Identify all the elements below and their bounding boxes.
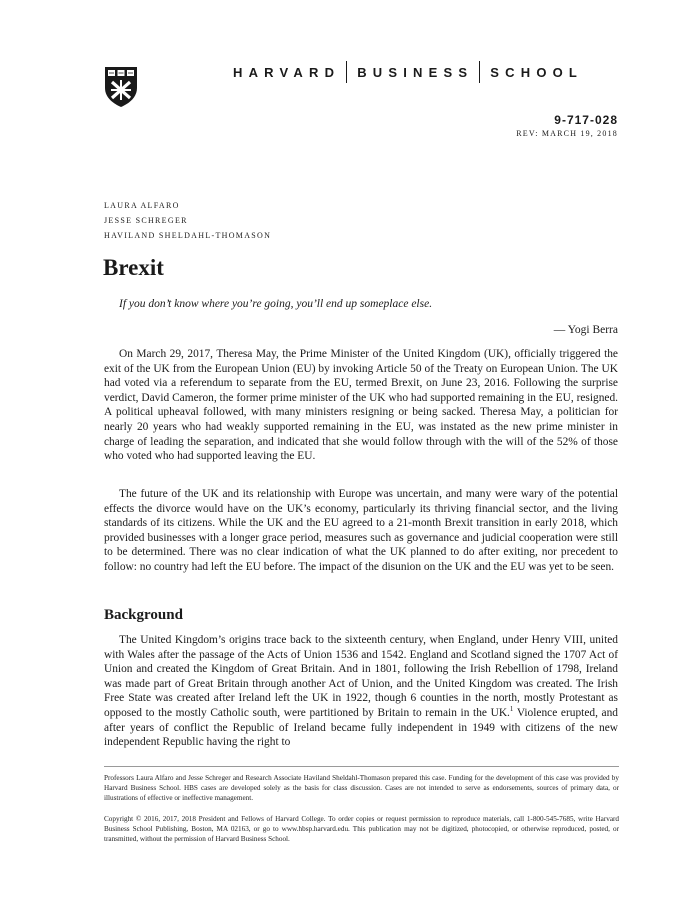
paragraph-text: Violence erupted, and after years of conflict the Republic of Ireland became fully independent in 1949 with citizens of the new independent Republic having the right to [104, 706, 618, 749]
author-name: JESSE SCHREGER [104, 216, 188, 225]
footnote-divider [104, 766, 619, 767]
revision-date: REV: MARCH 19, 2018 [516, 129, 618, 138]
harvard-shield-icon [104, 66, 138, 108]
body-paragraph: The future of the UK and its relationship with Europe was uncertain, and many were wary of the potential effects the divorce would have on the UK’s economy, particularly its thriving financial sector, and the living standards of its citizens. While the UK and the EU agreed to a 21-month Brexit transition in early 2018, which provided businesses with a longer grace period, measures such as governance and judicial cooperation were still to be determined. There was no clear indication of what the UK planned to do after exiting, nor precedent to follow: no country had left the EU before. The impact of the disunion on the UK and the EU was yet to be seen. [104, 488, 618, 573]
harvard-business-school-wordmark [233, 62, 618, 82]
author-name: LAURA ALFARO [104, 201, 180, 210]
footnote-marker[interactable]: 1 [509, 705, 514, 714]
author-list [104, 198, 271, 243]
author-name: HAVILAND SHELDAHL-THOMASON [104, 231, 272, 240]
case-number: 9-717-028 [554, 113, 618, 127]
epigraph-quote: If you don’t know where you’re going, you’ll end up someplace else. [119, 298, 433, 310]
copyright-notice: Copyright © 2016, 2017, 2018 President and Fellows of Harvard College. To order copies or request permission to reproduce materials, call 1-800-545-7685, write Harvard Business School Publishing, Boston, MA 02163, or go to www.hbsp.harvard.edu. This publication may not be digitized, photocopied, or otherwise reproduced, posted, or transmitted, without the permission of Harvard Business School. [104, 815, 619, 844]
wordmark-business: BUSINESS [357, 64, 474, 80]
document-title: Brexit [103, 255, 164, 280]
paragraph-text: The United Kingdom’s origins trace back to the sixteenth century, when England, under Henry VIII, united with Wales after the passage of the Acts of Union 1536 and 1542. England and Scotland signed the 1707 Act of Union and created the Kingdom of Great Britain. And in 1801, following the Irish Rebellion of 1798, Ireland was made part of Great Britain through another Act of Union, and the United Kingdom was created. The Irish Free State was created after Ireland left the UK in 1922, though 6 counties in the north, mostly Protestant as opposed to the mostly Catholic south, were partitioned by Britain to remain in the UK. [104, 634, 618, 719]
body-paragraph [104, 633, 618, 750]
wordmark-divider [346, 61, 347, 83]
epigraph-attribution: — Yogi Berra [553, 324, 618, 336]
body-paragraph: On March 29, 2017, Theresa May, the Prime Minister of the United Kingdom (UK), officially triggered the exit of the UK from the European Union (EU) by invoking Article 50 of the Treaty on European Union. The UK had voted via a referendum to separate from the EU, termed Brexit, on June 23, 2016. Following the surprise verdict, David Cameron, the former prime minister of the UK who had supported remaining in the EU, resigned. A political upheaval followed, with many ministers resigning or being sacked. Theresa May, a politician for nearly 20 years who had weakly supported remaining in the EU, was instated as the new prime minister in charge of leading the separation, and indicated that she would follow through with the will of the 52% of those who voted who had supported leaving the EU. [104, 348, 618, 463]
wordmark-school: SCHOOL [490, 64, 584, 80]
section-heading: Background [104, 607, 183, 623]
author-note: Professors Laura Alfaro and Jesse Schreger and Research Associate Haviland Sheldahl-Thomason prepared this case. Funding for the development of this case was provided by Harvard Business School. HBS cases are developed solely as the basis for class discussion. Cases are not intended to serve as endorsements, sources of primary data, or illustrations of effective or ineffective management. [104, 774, 619, 803]
wordmark-divider [479, 61, 480, 83]
wordmark-harvard: HARVARD [233, 64, 341, 80]
